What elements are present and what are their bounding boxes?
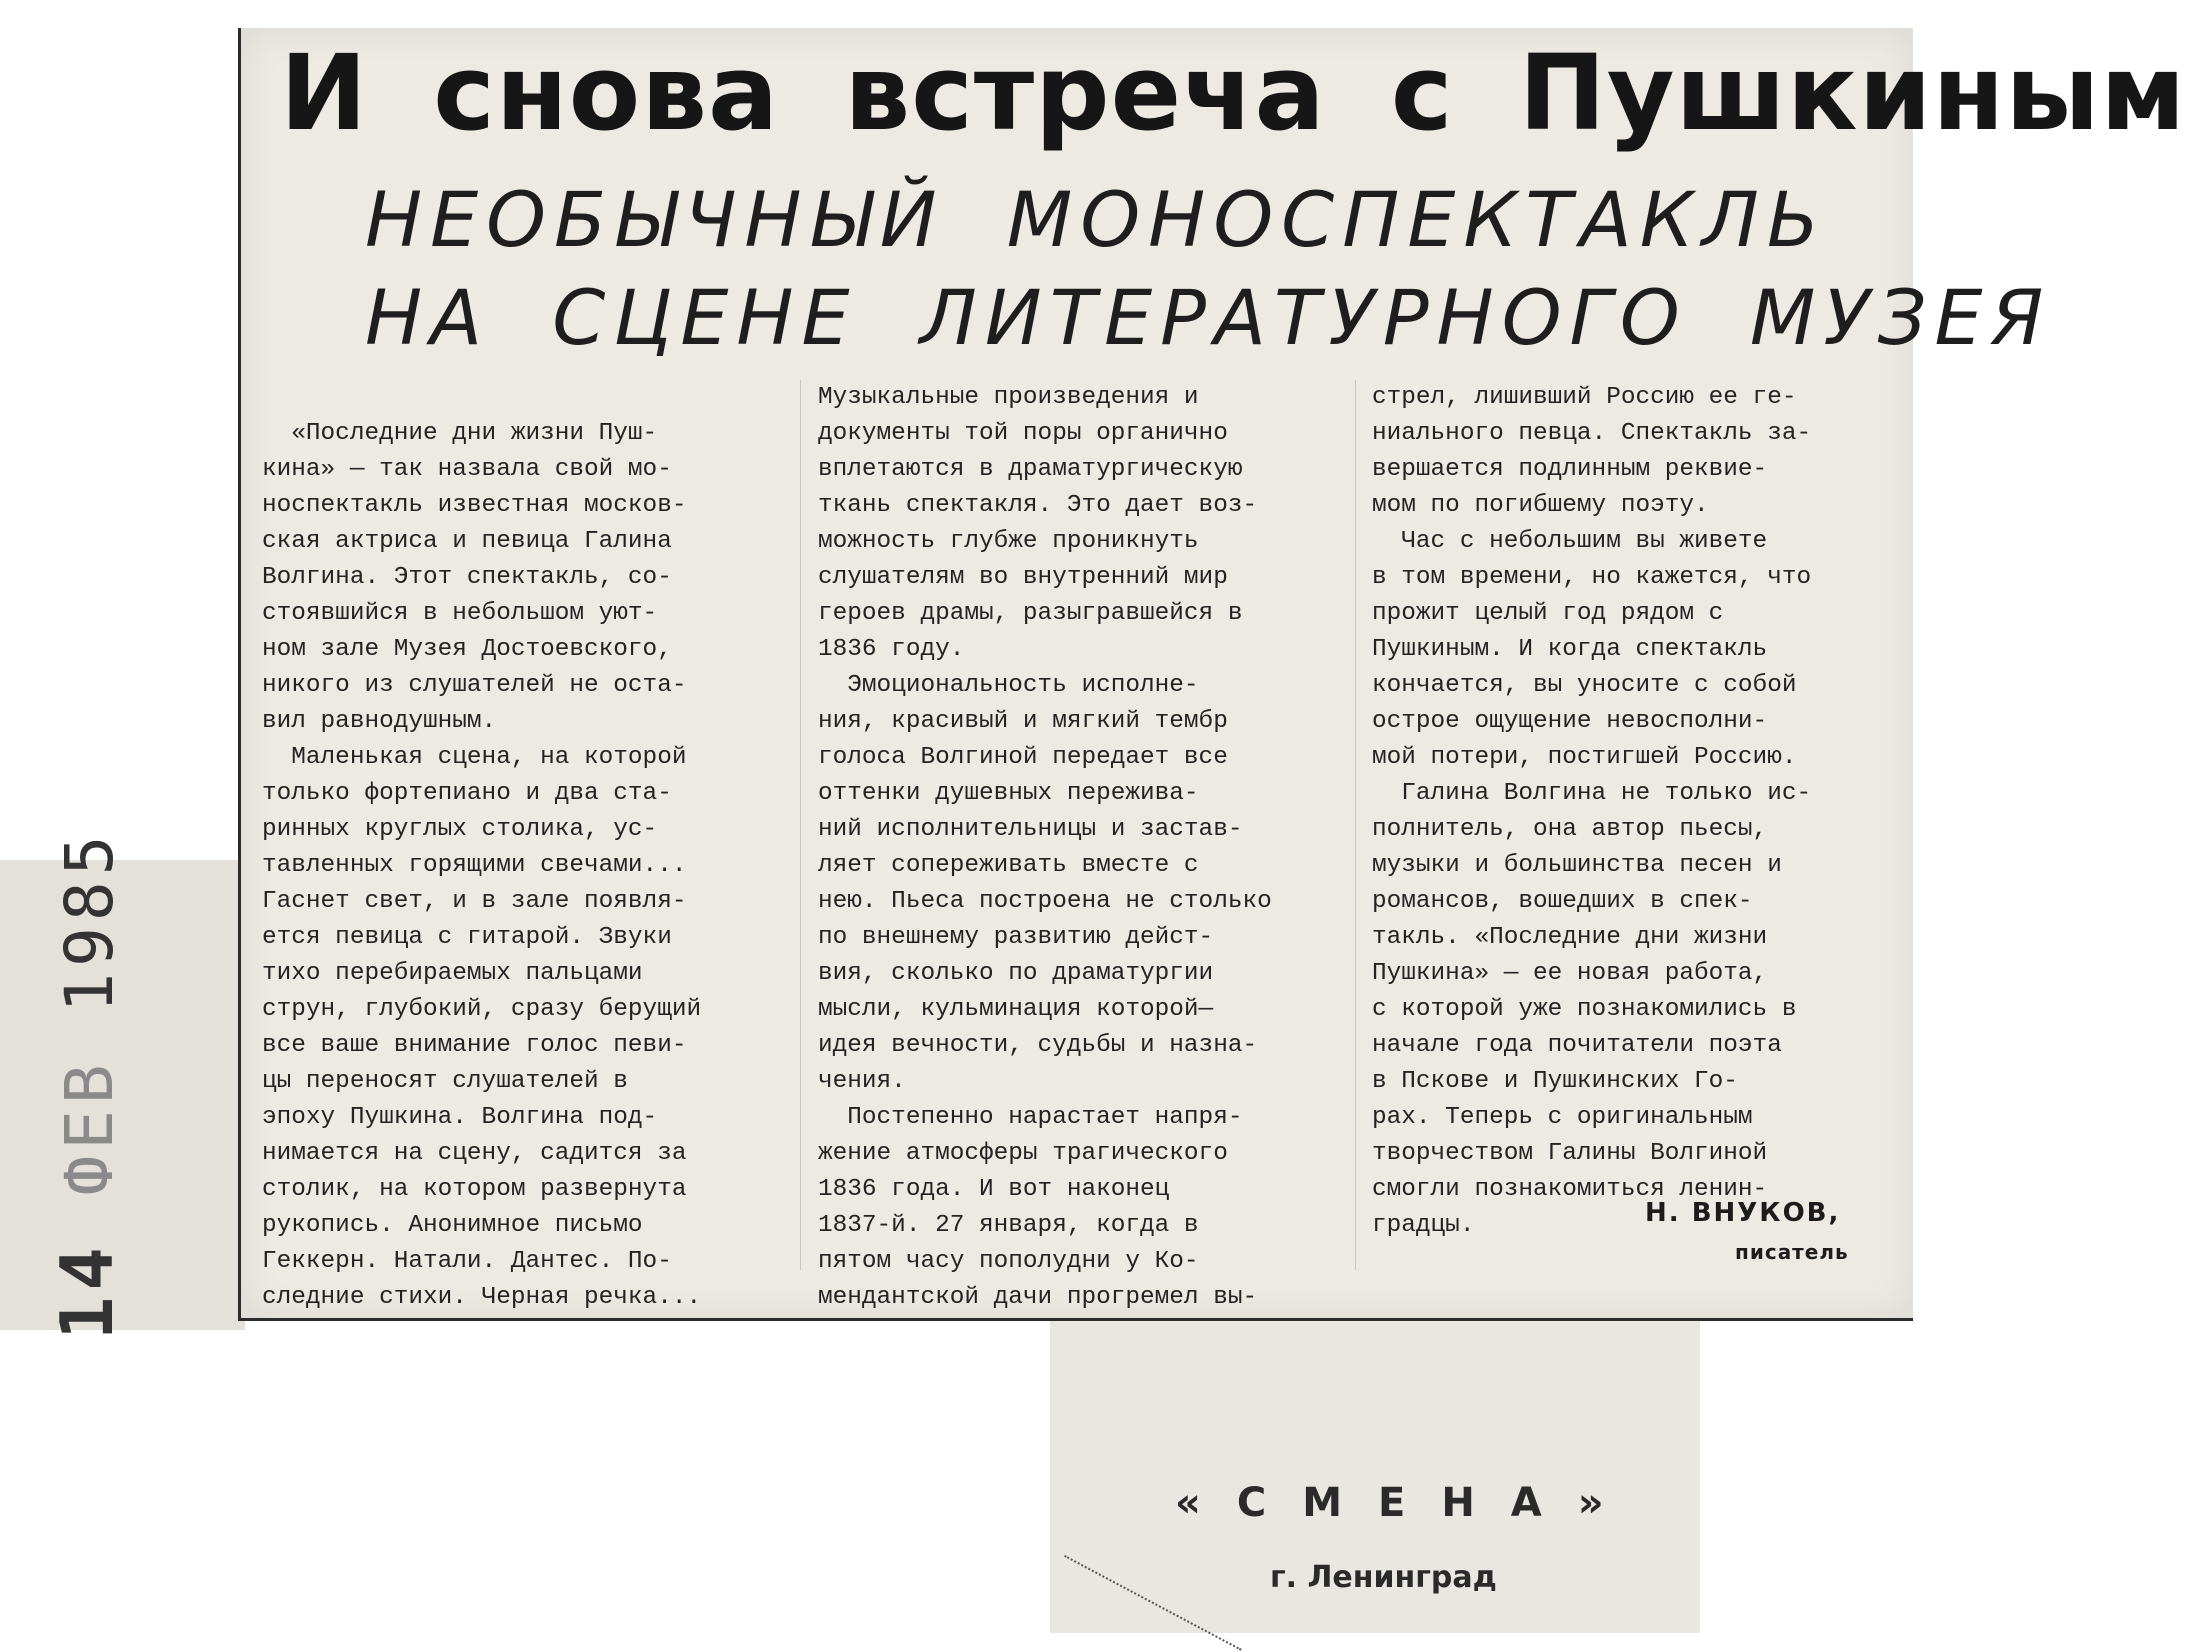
text-line: Пушкиным. И когда спектакль: [1372, 636, 1768, 663]
text-line: вершается подлинным реквие-: [1372, 456, 1768, 483]
author-signature: Н. ВНУКОВ,: [1645, 1198, 1841, 1228]
text-line: мом по погибшему поэту.: [1372, 492, 1709, 519]
text-line: прожит целый год рядом с: [1372, 600, 1724, 627]
text-line: ская актриса и певица Галина: [262, 528, 672, 555]
text-line: 1836 году.: [818, 636, 965, 663]
text-line: эпоху Пушкина. Волгина под-: [262, 1104, 658, 1131]
text-line: романсов, вошедших в спек-: [1372, 888, 1753, 915]
text-line: ном зале Музея Достоевского,: [262, 636, 672, 663]
text-line: ринных круглых столика, ус-: [262, 816, 658, 843]
text-line: все ваше внимание голос певи-: [262, 1032, 687, 1059]
text-line: Пушкина» — ее новая работа,: [1372, 960, 1768, 987]
text-line: в Пскове и Пушкинских Го-: [1372, 1068, 1738, 1095]
text-line: цы переносят слушателей в: [262, 1068, 628, 1095]
column-divider: [800, 380, 801, 1270]
article-headline: И снова встреча с Пушкиным: [280, 32, 2186, 154]
text-line: мендантской дачи прогремел вы-: [818, 1284, 1258, 1311]
date-stamp: [45, 830, 129, 1340]
article-column-1: [262, 416, 782, 1316]
text-line: в том времени, но кажется, что: [1372, 564, 1812, 591]
text-line: такль. «Последние дни жизни: [1372, 924, 1768, 951]
article-column-3: [1372, 380, 1892, 1244]
text-line: тихо перебираемых пальцами: [262, 960, 643, 987]
text-line: мой потери, постигшей Россию.: [1372, 744, 1797, 771]
text-line: острое ощущение невосполни-: [1372, 708, 1768, 735]
text-line: идея вечности, судьбы и назна-: [818, 1032, 1258, 1059]
text-line: музыки и большинства песен и: [1372, 852, 1782, 879]
text-line: героев драмы, разыгравшейся в: [818, 600, 1243, 627]
text-line: рах. Теперь с оригинальным: [1372, 1104, 1753, 1131]
text-line: жение атмосферы трагического: [818, 1140, 1228, 1167]
text-line: чения.: [818, 1068, 906, 1095]
text-line: ния, красивый и мягкий тембр: [818, 708, 1228, 735]
text-line: вплетаются в драматургическую: [818, 456, 1243, 483]
text-line: голоса Волгиной передает все: [818, 744, 1228, 771]
text-line: ткань спектакля. Это дает воз-: [818, 492, 1258, 519]
article-subheadline-line2: НА СЦЕНЕ ЛИТЕРАТУРНОГО МУЗЕЯ: [365, 273, 2052, 362]
text-line: Час с небольшим вы живете: [1372, 528, 1768, 555]
text-line: нею. Пьеса построена не столько: [818, 888, 1272, 915]
article-column-2: [818, 380, 1338, 1316]
text-line: ниального певца. Спектакль за-: [1372, 420, 1812, 447]
stamp-year: 1985: [51, 829, 128, 1013]
text-line: творчеством Галины Волгиной: [1372, 1140, 1768, 1167]
text-line: струн, глубокий, сразу берущий: [262, 996, 702, 1023]
text-line: ний исполнительницы и застав-: [818, 816, 1243, 843]
text-line: стрел, лишивший Россию ее ге-: [1372, 384, 1797, 411]
text-line: документы той поры органично: [818, 420, 1228, 447]
text-line: вил равнодушным.: [262, 708, 497, 735]
author-role: писатель: [1735, 1240, 1849, 1264]
newspaper-source-name: «СМЕНА»: [1175, 1480, 1640, 1526]
text-line: Гаснет свет, и в зале появля-: [262, 888, 687, 915]
article-subheadline-line1: НЕОБЫЧНЫЙ МОНОСПЕКТАКЛЬ: [365, 175, 1827, 264]
text-line: смогли познакомиться ленин-: [1372, 1176, 1768, 1203]
text-line: Эмоциональность исполне-: [818, 672, 1199, 699]
text-line: стоявшийся в небольшом уют-: [262, 600, 658, 627]
text-line: следние стихи. Черная речка...: [262, 1284, 702, 1311]
text-line: никого из слушателей не оста-: [262, 672, 687, 699]
text-line: «Последние дни жизни Пуш-: [262, 420, 658, 447]
text-line: 1836 года. И вот наконец: [818, 1176, 1170, 1203]
text-line: кончается, вы уносите с собой: [1372, 672, 1797, 699]
text-line: вия, сколько по драматургии: [818, 960, 1214, 987]
text-line: рукопись. Анонимное письмо: [262, 1212, 643, 1239]
text-line: нимается на сцену, садится за: [262, 1140, 687, 1167]
text-line: ляет сопереживать вместе с: [818, 852, 1199, 879]
text-line: Геккерн. Натали. Дантес. По-: [262, 1248, 672, 1275]
text-line: можность глубже проникнуть: [818, 528, 1199, 555]
text-line: ется певица с гитарой. Звуки: [262, 924, 672, 951]
text-line: с которой уже познакомились в: [1372, 996, 1797, 1023]
text-line: только фортепиано и два ста-: [262, 780, 672, 807]
text-line: мысли, кульминация которой—: [818, 996, 1214, 1023]
text-line: по внешнему развитию дейст-: [818, 924, 1214, 951]
stamp-day: 14: [45, 1241, 129, 1340]
text-line: 1837-й. 27 января, когда в: [818, 1212, 1199, 1239]
text-line: Волгина. Этот спектакль, со-: [262, 564, 672, 591]
text-line: Галина Волгина не только ис-: [1372, 780, 1812, 807]
column-divider: [1355, 380, 1356, 1270]
text-line: кина» — так назвала свой мо-: [262, 456, 672, 483]
newspaper-source-city: г. Ленинград: [1270, 1560, 1497, 1595]
text-line: слушателям во внутренний мир: [818, 564, 1228, 591]
text-line: носпектакль известная москов-: [262, 492, 687, 519]
text-line: пятом часу пополудни у Ко-: [818, 1248, 1199, 1275]
text-line: оттенки душевных пережива-: [818, 780, 1199, 807]
text-line: полнитель, она автор пьесы,: [1372, 816, 1768, 843]
text-line: Постепенно нарастает напря-: [818, 1104, 1243, 1131]
text-line: тавленных горящими свечами...: [262, 852, 687, 879]
stamp-month: ФЕВ: [51, 1058, 128, 1196]
text-line: градцы.: [1372, 1212, 1475, 1239]
text-line: начале года почитатели поэта: [1372, 1032, 1782, 1059]
text-line: Музыкальные произведения и: [818, 384, 1199, 411]
text-line: Маленькая сцена, на которой: [262, 744, 687, 771]
text-line: столик, на котором развернута: [262, 1176, 687, 1203]
